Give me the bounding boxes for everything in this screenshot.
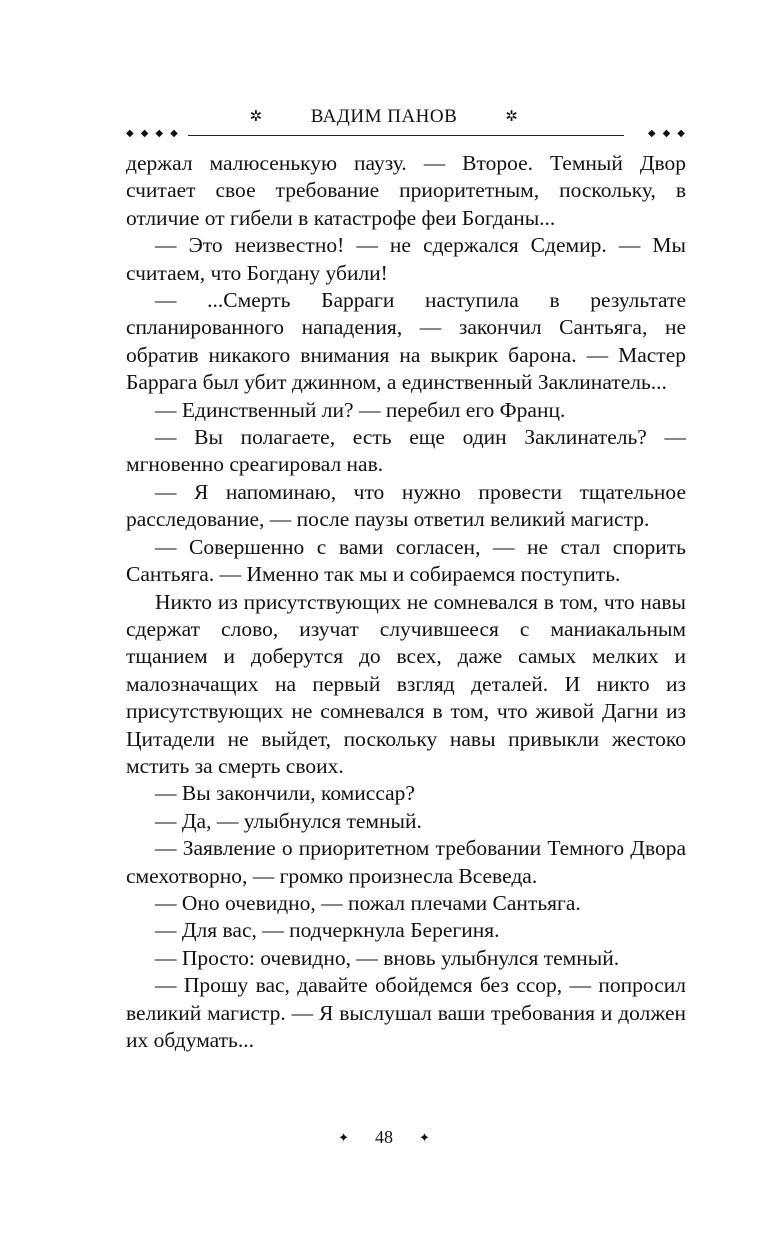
running-header-title: ВАДИМ ПАНОВ [310, 106, 458, 127]
page-footer [0, 1127, 768, 1148]
paragraph: — Вы закончили, комиссар? [155, 781, 415, 806]
asterisk-flower-icon: ✲ [249, 109, 263, 125]
paragraph: — Заявление о приоритетном требовании Темного Двора смехотворно, — громко произнесла Всеведа. [126, 836, 686, 888]
paragraph: — Оно очевидно, — пожал плечами Сантьяга. [155, 890, 581, 915]
paragraph: — Я напоминаю, что нужно провести тщательное расследование, — после паузы ответил великий магистр. [126, 479, 686, 532]
paragraph: — Это неизвестно! — не сдержался Сдемир. — Мы считаем, что Богдану убили! [126, 233, 686, 285]
paragraph: — Единственный ли? — перебил его Франц. [155, 397, 566, 422]
header-rule [126, 128, 692, 142]
rule-dots-right: ◆◆◆ [647, 128, 692, 139]
paragraph: — Вы полагаете, есть еще один Заклинатель? — мгновенно среагировал нав. [126, 425, 686, 477]
page-number: 48 [375, 1127, 393, 1147]
running-header [0, 106, 768, 128]
asterisk-flower-icon: ✲ [505, 109, 519, 125]
diamond-star-icon: ✦ [419, 1130, 430, 1145]
diamond-star-icon: ✦ [338, 1130, 349, 1145]
rule-line [188, 135, 624, 136]
paragraph: — Да, — улыбнулся темный. [155, 808, 422, 833]
paragraph: — Для вас, — подчеркнула Берегиня. [155, 918, 500, 943]
paragraph: — ...Смерть Барраги наступила в результате спланированного нападения, — закончил Сантьяга, не обратив никакого внимания на выкрик барона. — Мастер Баррага был убит джинном, а единственный Заклинатель... [126, 288, 686, 395]
page-text [126, 150, 686, 1054]
paragraph: — Просто: очевидно, — вновь улыбнулся темный. [155, 945, 620, 970]
paragraph: — Совершенно с вами согласен, — не стал спорить Сантьяга. — Именно так мы и собираемся поступить. [126, 534, 686, 587]
paragraph: — Прошу вас, давайте обойдемся без ссор, — попросил великий магистр. — Я выслушал ваши требования и должен их обдумать... [126, 973, 686, 1052]
paragraph: держал малюсенькую паузу. — Второе. Темный Двор считает свое требование приоритетным, поскольку, в отличие от гибели в катастрофе феи Богданы... [126, 151, 686, 230]
rule-dots-left: ◆◆◆◆ [126, 128, 185, 139]
paragraph: Никто из присутствующих не сомневался в том, что навы сдержат слово, изучат случившееся с маниакальным тщанием и доберутся до всех, даже самых мелких и малозначащих на первый взгляд деталей. И никто из присутствующих не сомневался в том, что живой Дагни из Цитадели не выйдет, поскольку навы привыкли жестоко мстить за смерть своих. [126, 589, 686, 778]
